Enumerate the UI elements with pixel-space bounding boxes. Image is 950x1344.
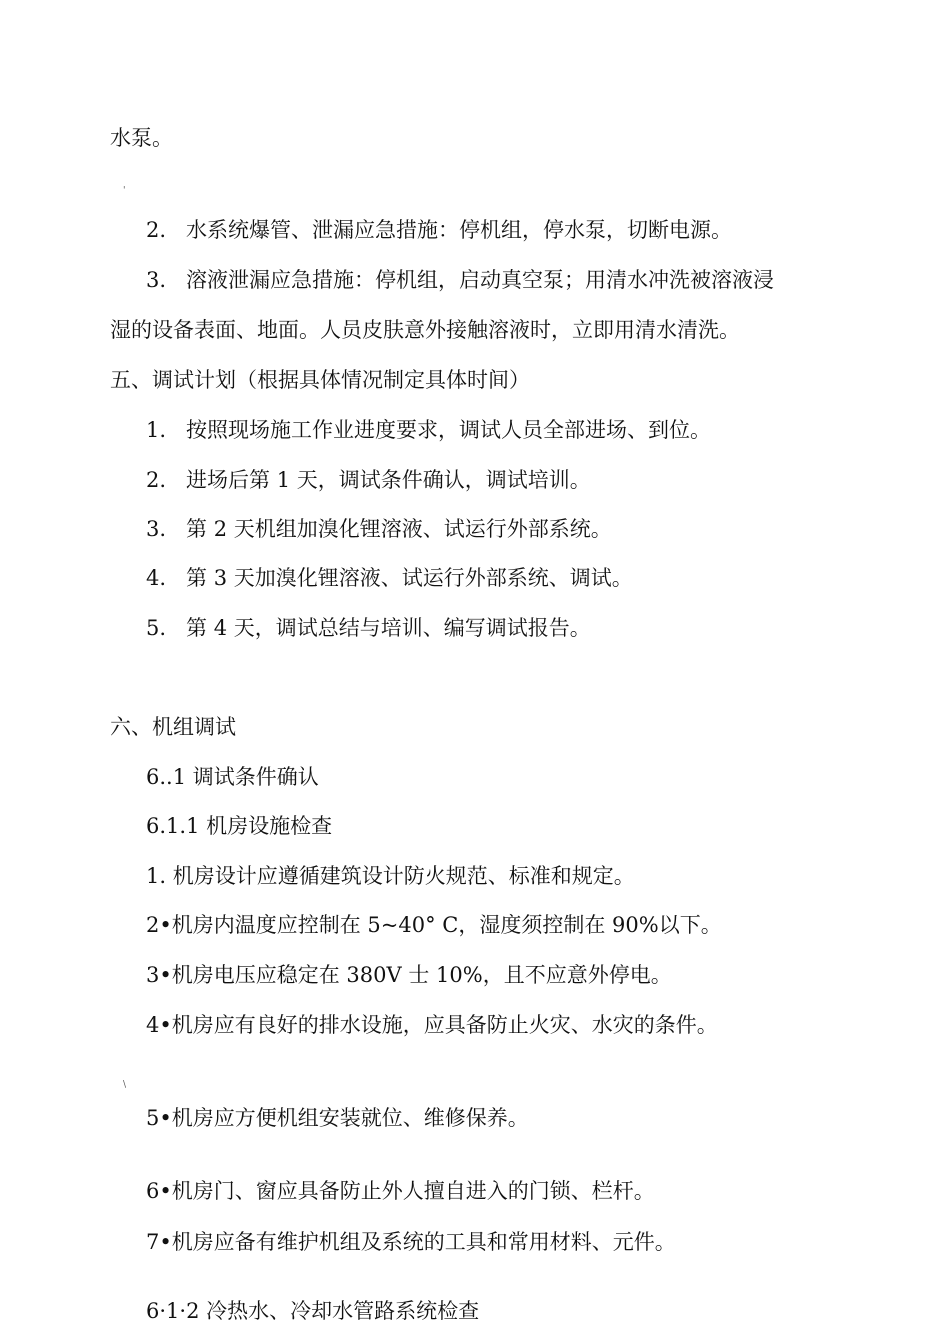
list-item: 2•机房内温度应控制在 5~40° C，湿度须控制在 90%以下。 [146, 913, 722, 937]
list-item: 4•机房应有良好的排水设施，应具备防止火灾、水灾的条件。 [146, 1013, 718, 1037]
list-item: 7•机房应备有维护机组及系统的工具和常用材料、元件。 [146, 1230, 676, 1254]
list-item: 4. 第 3 天加溴化锂溶液、试运行外部系统、调试。 [146, 566, 633, 590]
text-line: 水泵。 [110, 126, 173, 150]
list-item: 1. 按照现场施工作业进度要求，调试人员全部进场、到位。 [146, 418, 712, 442]
subsection-heading: 6·1·2 冷热水、冷却水管路系统检查 [146, 1299, 480, 1323]
list-item: 3. 第 2 天机组加溴化锂溶液、试运行外部系统。 [146, 517, 612, 541]
list-item: 3•机房电压应稳定在 380V 士 10%，且不应意外停电。 [146, 963, 672, 987]
list-item: 5•机房应方便机组安装就位、维修保养。 [146, 1106, 529, 1130]
list-item: 5. 第 4 天，调试总结与培训、编写调试报告。 [146, 616, 591, 640]
list-item: 2. 进场后第 1 天，调试条件确认，调试培训。 [146, 468, 591, 492]
text-line: 湿的设备表面、地面。人员皮肤意外接触溶液时，立即用清水清洗。 [110, 318, 740, 342]
list-item: 6•机房门、窗应具备防止外人擅自进入的门锁、栏杆。 [146, 1179, 655, 1203]
text-line: 3. 溶液泄漏应急措施：停机组，启动真空泵；用清水冲洗被溶液浸 [146, 268, 775, 292]
subsection-heading: 6..1 调试条件确认 [146, 765, 319, 789]
stray-mark: \ [123, 1080, 127, 1090]
section-heading: 六、机组调试 [110, 715, 236, 739]
section-heading: 五、调试计划（根据具体情况制定具体时间） [110, 368, 530, 392]
stray-mark: ' [123, 186, 126, 196]
list-item: 1. 机房设计应遵循建筑设计防火规范、标准和规定。 [146, 864, 635, 888]
text-line: 2. 水系统爆管、泄漏应急措施：停机组，停水泵，切断电源。 [146, 218, 733, 242]
subsection-heading: 6.1.1 机房设施检查 [146, 814, 333, 838]
